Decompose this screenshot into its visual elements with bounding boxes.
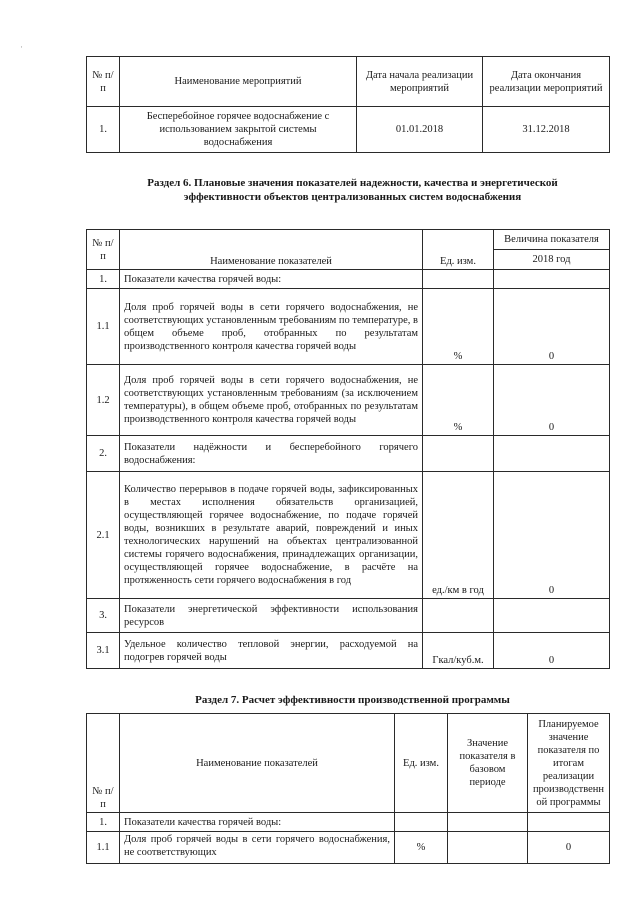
t1-header-end: Дата окончания реализации мероприятий [483,57,610,107]
t2-r2-val [494,436,610,472]
t2-r12-unit: % [423,365,494,436]
t2-header-value: Величина показателя [494,230,610,250]
t2-r3-unit [423,599,494,633]
t3-r1-plan [528,813,610,832]
t2-r11-unit: % [423,289,494,365]
page-edge-mark: · [20,42,23,52]
t2-r3-num: 3. [87,599,120,633]
t2-r12-num: 1.2 [87,365,120,436]
t2-r31-num: 3.1 [87,633,120,669]
measures-table [86,56,610,153]
t2-r21-val: 0 [494,472,610,599]
section-7-title: Раздел 7. Расчет эффективности производственной программы [195,694,510,706]
t2-r12-name: Доля проб горячей воды в сети горячего водоснабжения, не соответствующих установленным требованиям (за исключением температуры), в общем объеме проб, отобранных по результатам производственного контроля качества горячей воды [120,365,423,436]
indicators-table [86,229,610,669]
t3-header-base: Значение показателя в базовом периоде [448,714,528,813]
t2-header-unit: Ед. изм. [423,230,494,270]
t3-r11-base [448,832,528,864]
t2-r11-val: 0 [494,289,610,365]
t2-header-year: 2018 год [494,250,610,270]
t3-r11-num: 1.1 [87,832,120,864]
t1-header-start: Дата начала реализации мероприятий [357,57,483,107]
t1-row-end: 31.12.2018 [483,107,610,153]
t3-r1-unit [395,813,448,832]
t2-r2-unit [423,436,494,472]
t1-header-num: № п/п [87,57,120,107]
t3-r11-name: Доля проб горячей воды в сети горячего водоснабжения, не соответствующих [120,832,395,864]
t3-r11-val: 0 [528,832,610,864]
t1-row-start: 01.01.2018 [357,107,483,153]
t1-row-name: Бесперебойное горячее водоснабжение с использованием закрытой системы водоснабжения [120,107,357,153]
t2-r1-name: Показатели качества горячей воды: [120,270,423,289]
t3-header-unit: Ед. изм. [395,714,448,813]
t2-r21-num: 2.1 [87,472,120,599]
efficiency-table [86,713,610,864]
t2-r1-val [494,270,610,289]
t2-header-name: Наименование показателей [120,230,423,270]
t3-header-plan: Планируемое значение показателя по итогам реализации производственн ой программы [528,714,610,813]
t2-r1-num: 1. [87,270,120,289]
t2-r31-name: Удельное количество тепловой энергии, расходуемой на подогрев горячей воды [120,633,423,669]
section-6-title: Раздел 6. Плановые значения показателей надежности, качества и энергетической эффективности объектов централизованных систем водоснабжения [147,177,558,203]
t3-r11-unit: % [395,832,448,864]
t2-r31-val: 0 [494,633,610,669]
t2-r11-num: 1.1 [87,289,120,365]
t2-r21-name: Количество перерывов в подаче горячей воды, зафиксированных в местах исполнения обязательств организацией, осуществляющей горячее водоснабжение, по подаче горячей воды, возникших в результате аварий, повреждений и иных технологических нарушений на объектах централизованной системы горячего водоснабжения, принадлежащих организации, осуществляющей горячее водоснабжение, в расчёте на протяженность сети горячего водоснабжения в год [120,472,423,599]
t3-header-num: № п/п [87,714,120,813]
t2-r2-num: 2. [87,436,120,472]
t3-r1-num: 1. [87,813,120,832]
t2-header-num: № п/п [87,230,120,270]
t2-r1-unit [423,270,494,289]
t2-r11-name: Доля проб горячей воды в сети горячего водоснабжения, не соответствующих установленным требованиям по температуре, в общем объеме проб, отобранных по результатам производственного контроля качества горячей воды [120,289,423,365]
t1-header-name: Наименование мероприятий [120,57,357,107]
t1-row-num: 1. [87,107,120,153]
t3-r1-base [448,813,528,832]
t3-header-name: Наименование показателей [120,714,395,813]
t2-r12-val: 0 [494,365,610,436]
t2-r3-val [494,599,610,633]
t2-r31-unit: Гкал/куб.м. [423,633,494,669]
t2-r21-unit: ед./км в год [423,472,494,599]
t2-r3-name: Показатели энергетической эффективности использования ресурсов [120,599,423,633]
t3-r1-name: Показатели качества горячей воды: [120,813,395,832]
t2-r2-name: Показатели надёжности и бесперебойного горячего водоснабжения: [120,436,423,472]
